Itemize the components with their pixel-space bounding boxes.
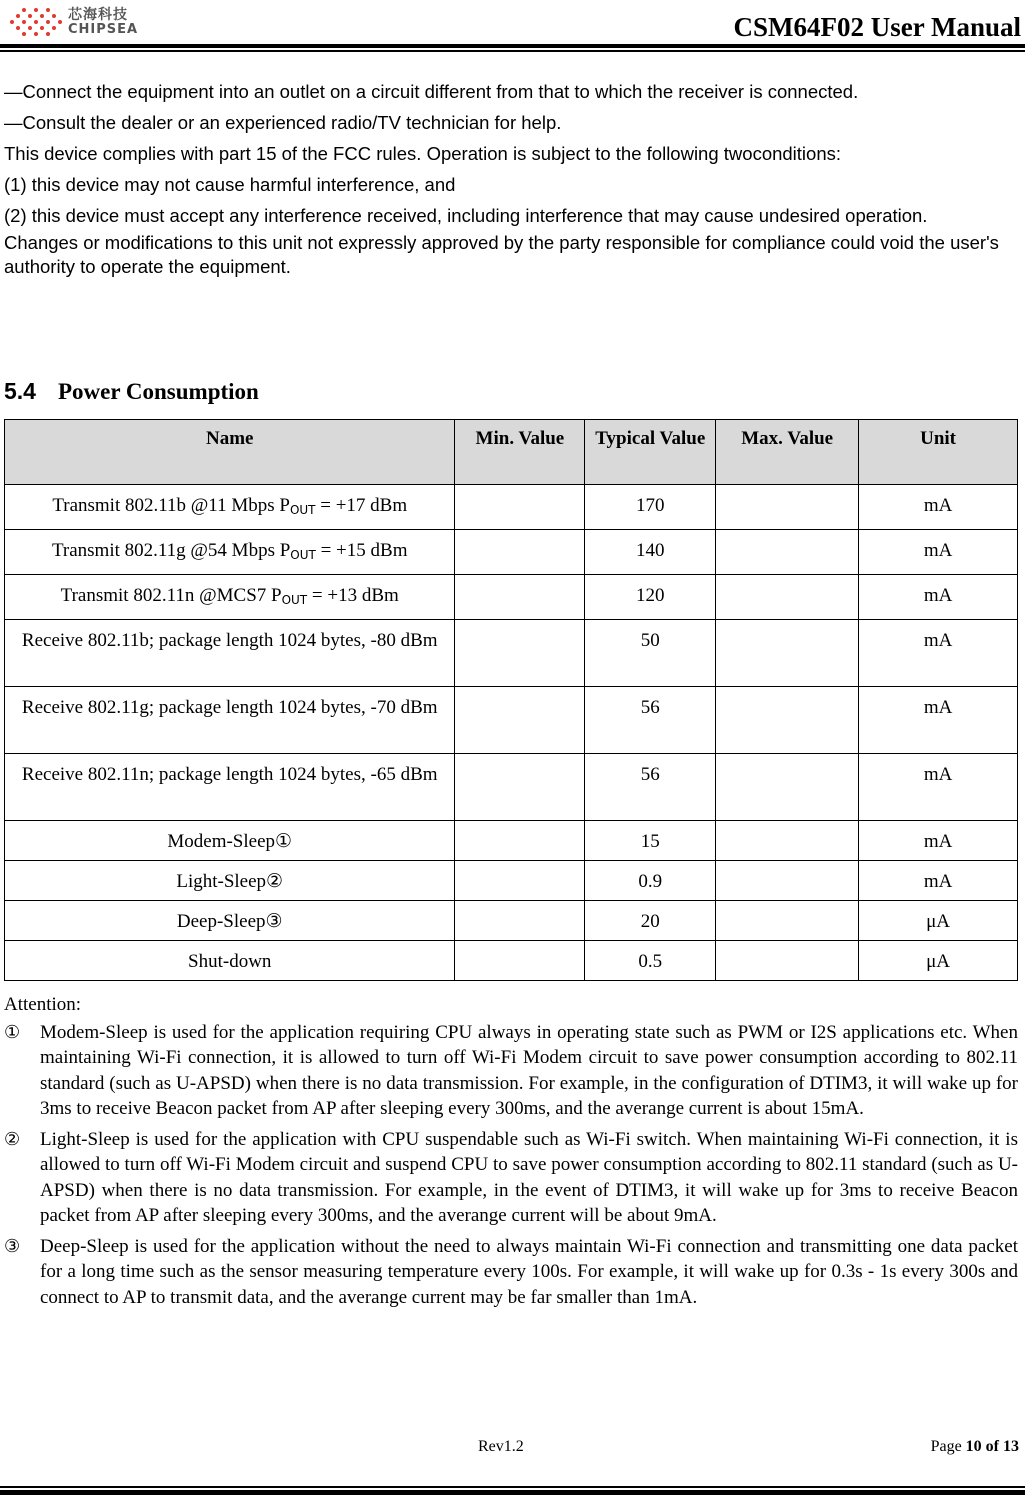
cell-typical: 50 (585, 620, 716, 687)
table-row (5, 530, 1018, 575)
document-title: CSM64F02 User Manual (733, 12, 1021, 42)
note-text: Deep-Sleep is used for the application without the need to always maintain Wi-Fi connection and transmitting one data packet for a long time such as the sensor measuring temperature every 100s. For example, it will wake up for 0.3s - 1s every 300s and connect to AP to transmit data, and the averange current may be far smaller than 1mA. (40, 1235, 1018, 1308)
cell-typical: 140 (585, 530, 716, 575)
cell-min (455, 821, 585, 861)
cell-max (716, 530, 859, 575)
cell-min (455, 687, 585, 754)
cell-min (455, 861, 585, 901)
cell-max (716, 941, 859, 981)
footer-rule-thin (0, 1486, 1025, 1488)
attention-title: Attention: (4, 994, 82, 1015)
table-row (5, 901, 1018, 941)
header-rule-thick (0, 44, 1025, 48)
column-header-typical: Typical Value (585, 420, 716, 485)
cell-min (455, 575, 585, 620)
cell-max (716, 620, 859, 687)
cell-unit: mA (859, 861, 1018, 901)
cell-typical: 20 (585, 901, 716, 941)
intro-paragraph-6: Changes or modifications to this unit not expressly approved by the party responsible for compliance could void the user's authority to operate the equipment. (4, 232, 999, 277)
cell-min (455, 901, 585, 941)
cell-min (455, 485, 585, 530)
footer-revision: Rev1.2 (478, 1438, 524, 1455)
logo-mark-icon (4, 2, 64, 42)
section-heading (4, 378, 259, 405)
column-header-unit: Unit (859, 420, 1018, 485)
table-row (5, 941, 1018, 981)
note-text: Modem-Sleep is used for the application requiring CPU always in operating state such as PWM or I2S applications etc. When maintaining Wi-Fi connection, it is allowed to turn off Wi-Fi Modem circuit to save power consumption according to 802.11 standard (such as U-APSD) when there is no data transmission. For example, in the configuration of DTIM3, it will wake up for 3ms to receive Beacon packet from AP after sleeping every 300ms, and the averange current is about 15mA. (40, 1021, 1018, 1119)
cell-max (716, 754, 859, 821)
note-item (4, 1127, 1018, 1229)
cell-unit: μA (859, 941, 1018, 981)
cell-unit: mA (859, 821, 1018, 861)
cell-min (455, 754, 585, 821)
table-row (5, 754, 1018, 821)
cell-name: Transmit 802.11b @11 Mbps $P_{OUT} = +17$ dBm (5, 485, 455, 530)
footer-rule-thick (0, 1490, 1025, 1495)
cell-name: Transmit 802.11g @54 Mbps $P_{OUT} = +15$ dBm (5, 530, 455, 575)
cell-name: Receive 802.11n; package length 1024 bytes, -65 dBm (5, 754, 455, 821)
cell-name: Receive 802.11b; package length 1024 bytes, -80 dBm (5, 620, 455, 687)
cell-typical: 0.9 (585, 861, 716, 901)
cell-unit: μA (859, 901, 1018, 941)
cell-max (716, 901, 859, 941)
table-row (5, 821, 1018, 861)
note-item (4, 1020, 1018, 1122)
note-marker: ① (4, 1021, 21, 1043)
footer-page-number: Page 10 of 13 (930, 1438, 1019, 1455)
cell-unit: mA (859, 687, 1018, 754)
intro-paragraph-1: —Connect the equipment into an outlet on a circuit different from that to which the receiver is connected. (4, 81, 859, 102)
cell-max (716, 861, 859, 901)
cell-min (455, 620, 585, 687)
cell-min (455, 941, 585, 981)
table-header-row (5, 420, 1018, 485)
cell-typical: 170 (585, 485, 716, 530)
logo-cn-text: 芯海科技 (68, 7, 128, 23)
note-text: Light-Sleep is used for the application with CPU suspendable such as Wi-Fi switch. When maintaining Wi-Fi connection, it is allowed to turn off Wi-Fi Modem circuit and suspend CPU to save power consumption according to 802.11 standard (such as U-APSD) when there is no data transmission. For example, in the event of DTIM3, it will wake up for 3ms to receive Beacon packet from AP after sleeping every 300ms, and the averange current will be about 9mA. (40, 1128, 1018, 1226)
cell-unit: mA (859, 754, 1018, 821)
table-row (5, 620, 1018, 687)
logo-en-text: CHIPSEA (68, 22, 139, 37)
table-row (5, 687, 1018, 754)
table-row (5, 575, 1018, 620)
column-header-min: Min. Value (455, 420, 585, 485)
intro-paragraph-2: —Consult the dealer or an experienced radio/TV technician for help. (4, 112, 562, 133)
cell-min (455, 530, 585, 575)
cell-name: Modem-Sleep① (5, 821, 455, 861)
cell-typical: 56 (585, 754, 716, 821)
cell-name: Shut-down (5, 941, 455, 981)
cell-typical: 120 (585, 575, 716, 620)
attention-notes (4, 992, 1018, 1315)
cell-max (716, 485, 859, 530)
cell-name: Light-Sleep② (5, 861, 455, 901)
cell-max (716, 821, 859, 861)
note-marker: ② (4, 1128, 21, 1150)
header-rule-thin (0, 50, 1025, 52)
cell-name: Receive 802.11g; package length 1024 bytes, -70 dBm (5, 687, 455, 754)
cell-unit: mA (859, 575, 1018, 620)
section-title: Power Consumption (57, 379, 259, 404)
note-marker: ③ (4, 1235, 21, 1257)
fcc-statement (4, 80, 1014, 286)
intro-paragraph-4: (1) this device may not cause harmful interference, and (4, 174, 456, 195)
power-consumption-table (4, 419, 1018, 981)
note-item (4, 1234, 1018, 1311)
cell-unit: mA (859, 620, 1018, 687)
column-header-max: Max. Value (716, 420, 859, 485)
intro-paragraph-3: This device complies with part 15 of the FCC rules. Operation is subject to the following twoconditions: (4, 143, 842, 164)
intro-paragraph-5: (2) this device must accept any interference received, including interference that may cause undesired operation. (4, 205, 928, 226)
section-number: 5.4 (4, 378, 36, 404)
cell-max (716, 687, 859, 754)
column-header-name: Name (5, 420, 455, 485)
cell-name: Transmit 802.11n @MCS7 $P_{OUT} = +13$ dBm (5, 575, 455, 620)
cell-name: Deep-Sleep③ (5, 901, 455, 941)
cell-typical: 15 (585, 821, 716, 861)
table-row (5, 861, 1018, 901)
cell-typical: 0.5 (585, 941, 716, 981)
cell-unit: mA (859, 485, 1018, 530)
cell-unit: mA (859, 530, 1018, 575)
cell-typical: 56 (585, 687, 716, 754)
cell-max (716, 575, 859, 620)
chipsea-logo (4, 2, 154, 42)
table-row (5, 485, 1018, 530)
